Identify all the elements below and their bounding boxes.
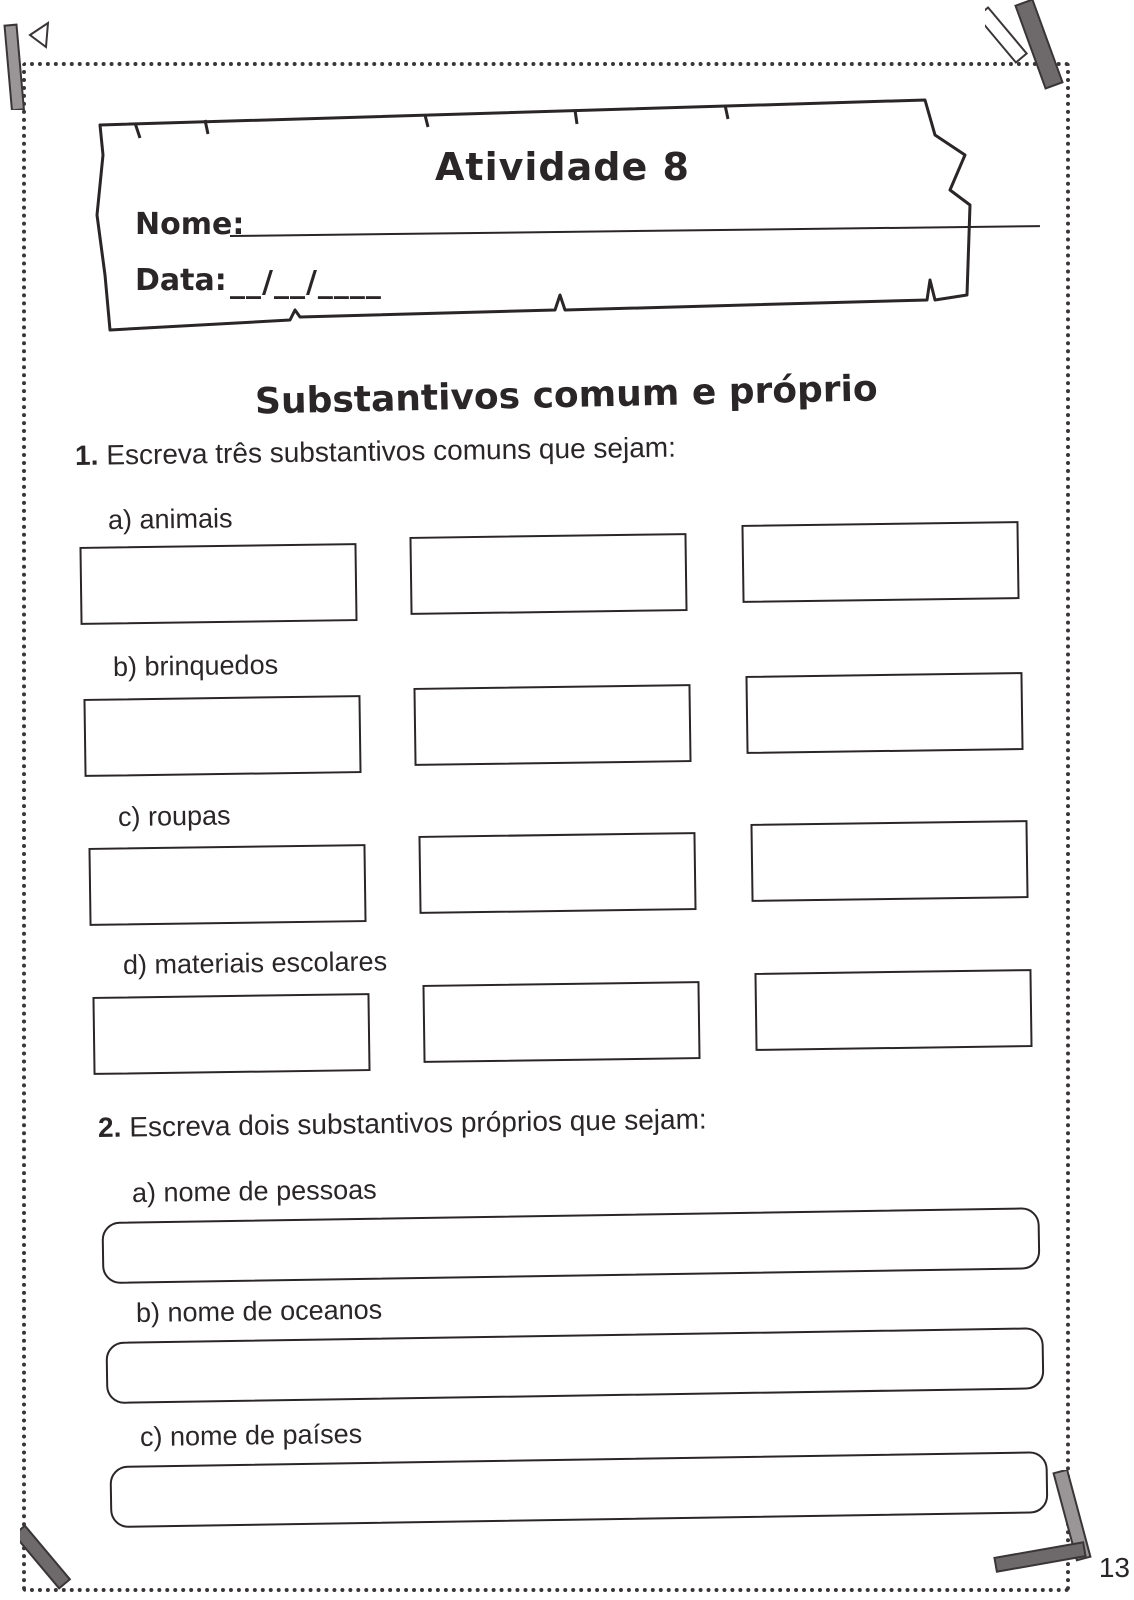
pencil-decoration-bottom-left [20, 1512, 110, 1600]
q1-b-answer-box-1[interactable] [83, 695, 361, 777]
activity-title: Atividade 8 [435, 145, 690, 189]
q1-a-answer-box-3[interactable] [741, 521, 1019, 603]
q1-item-b-label: b) brinquedos [112, 649, 279, 682]
q1-b-answer-box-3[interactable] [745, 672, 1023, 754]
section-title: Substantivos comum e próprio [254, 368, 879, 423]
q1-b-answer-box-2[interactable] [413, 684, 691, 766]
q2-item-a-label: a) nome de pessoas [131, 1174, 377, 1208]
name-label: Nome: [135, 207, 245, 242]
question-1-text: Escreva três substantivos comuns que sejam: [106, 431, 677, 471]
question-2-text: Escreva dois substantivos próprios que sejam: [129, 1103, 707, 1143]
date-field[interactable]: __/__/____ [230, 265, 382, 300]
q1-c-answer-box-3[interactable] [750, 820, 1028, 902]
pencil-decoration-top-right [985, 0, 1075, 90]
q1-c-answer-box-1[interactable] [88, 844, 366, 926]
date-label: Data: [135, 263, 227, 298]
q1-d-answer-box-2[interactable] [422, 981, 700, 1063]
q1-d-answer-box-1[interactable] [92, 993, 370, 1075]
q1-item-c-label: c) roupas [117, 800, 231, 832]
header-banner [95, 95, 995, 345]
question-2-number: 2. [97, 1111, 122, 1143]
q1-item-a-label: a) animais [107, 503, 233, 535]
pencil-decoration-top-left [0, 15, 60, 110]
q1-a-answer-box-2[interactable] [409, 533, 687, 615]
q1-c-answer-box-2[interactable] [418, 832, 696, 914]
q1-item-d-label: d) materiais escolares [122, 946, 388, 980]
page-number: 13 [1098, 1552, 1130, 1583]
q1-a-answer-box-1[interactable] [79, 543, 357, 625]
q1-d-answer-box-3[interactable] [754, 969, 1032, 1051]
q2-item-b-label: b) nome de oceanos [135, 1294, 383, 1328]
question-1-number: 1. [74, 439, 99, 471]
q2-item-c-label: c) nome de países [139, 1418, 363, 1452]
